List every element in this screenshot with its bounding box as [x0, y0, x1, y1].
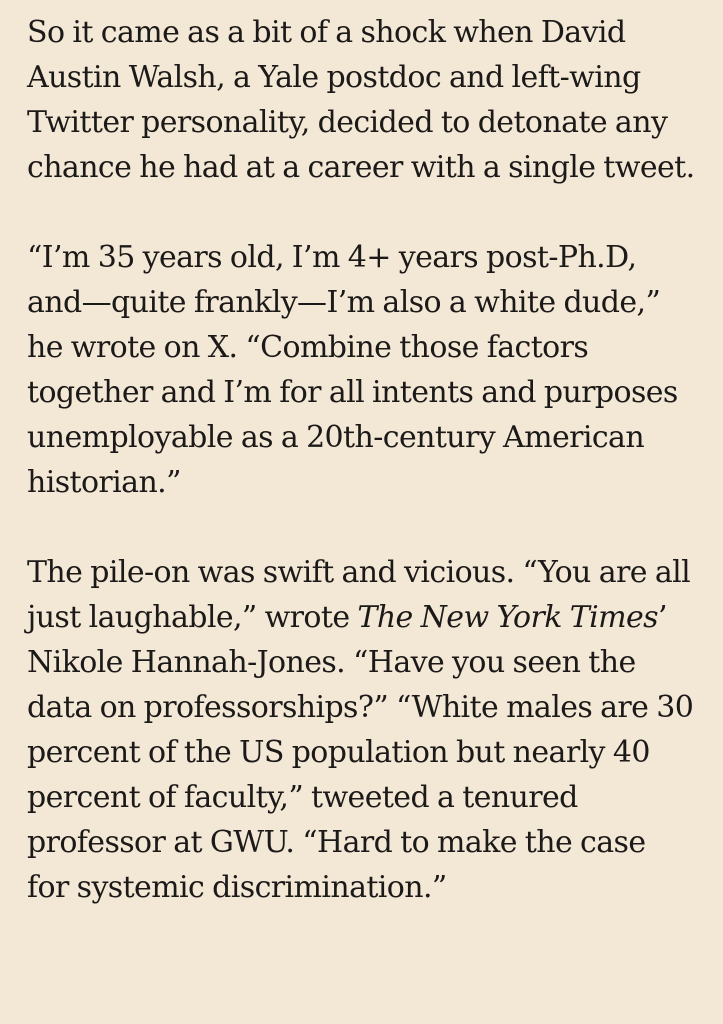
text-segment: The pile-on was swift and vicious. “You are all	[27, 555, 691, 590]
text-line	[27, 685, 703, 730]
text-line	[27, 595, 703, 640]
text-segment: unemployable as a 20th-century American	[27, 420, 645, 455]
text-segment: So it came as a bit of a shock when David	[27, 15, 626, 50]
text-line	[27, 235, 703, 280]
paragraph	[27, 235, 703, 505]
text-line	[27, 550, 703, 595]
text-line	[27, 10, 703, 55]
text-line	[27, 775, 703, 820]
text-segment: Twitter personality, decided to detonate any	[27, 105, 668, 140]
text-segment: ’	[657, 600, 667, 635]
text-segment: together and I’m for all intents and purposes	[27, 375, 678, 410]
text-line	[27, 280, 703, 325]
text-segment: “I’m 35 years old, I’m 4+ years post-Ph.D,	[27, 240, 637, 275]
text-line	[27, 145, 703, 190]
text-line	[27, 730, 703, 775]
paragraph	[27, 10, 703, 190]
text-line	[27, 100, 703, 145]
text-segment: Austin Walsh, a Yale postdoc and left-wing	[27, 60, 641, 95]
text-line	[27, 460, 703, 505]
text-line	[27, 865, 703, 910]
text-segment: historian.”	[27, 465, 181, 500]
text-segment: Nikole Hannah-Jones. “Have you seen the	[27, 645, 636, 680]
text-segment: chance he had at a career with a single tweet.	[27, 150, 695, 185]
text-line	[27, 55, 703, 100]
text-segment: data on professorships?” “White males are 30	[27, 690, 694, 725]
text-line	[27, 370, 703, 415]
text-segment: just laughable,” wrote	[27, 600, 358, 635]
text-segment: for systemic discrimination.”	[27, 870, 447, 905]
text-line	[27, 325, 703, 370]
text-segment: he wrote on X. “Combine those factors	[27, 330, 589, 365]
text-line	[27, 820, 703, 865]
paragraph	[27, 550, 703, 910]
text-segment: and—quite frankly—I’m also a white dude,”	[27, 285, 661, 320]
text-segment: percent of faculty,” tweeted a tenured	[27, 780, 578, 815]
italic-publication-title: The New York Times	[357, 600, 658, 635]
text-line	[27, 640, 703, 685]
text-segment: percent of the US population but nearly 40	[27, 735, 650, 770]
text-segment: professor at GWU. “Hard to make the case	[27, 825, 646, 860]
text-line	[27, 415, 703, 460]
